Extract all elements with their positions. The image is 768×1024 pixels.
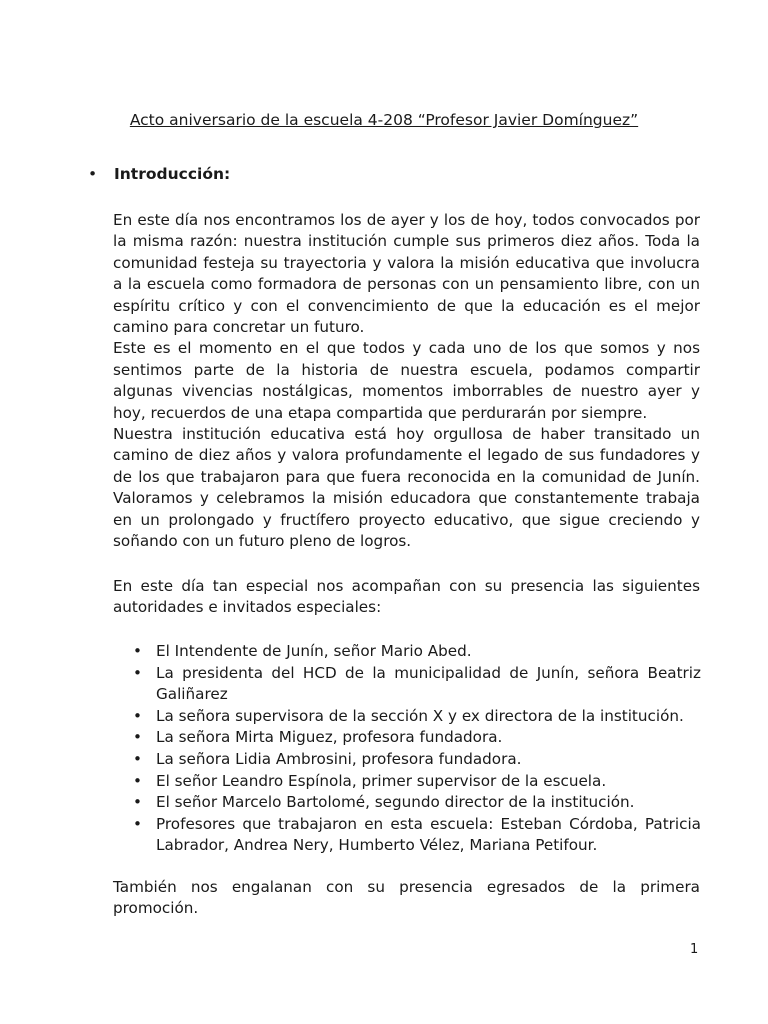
list-item: • El señor Marcelo Bartolomé, segundo director de la institución.: [133, 792, 701, 814]
list-item: • La presidenta del HCD de la municipalidad de Junín, señora Beatriz Galiñarez: [133, 663, 701, 706]
list-item: • La señora Lidia Ambrosini, profesora fundadora.: [133, 749, 701, 771]
closing-paragraph: [113, 877, 700, 920]
intro-paragraph: Este es el momento en el que todos y cada uno de los que somos y nos sentimos parte de la historia de nuestra escuela, podamos compartir algunas vivencias nostálgicas, momentos imborrables de nuestro ayer y hoy, recuerdos de una etapa compartida que perdurarán por siempre.: [113, 339, 700, 422]
intro-paragraph: Nuestra institución educativa está hoy orgullosa de haber transitado un camino de diez años y valora profundamente el legado de sus fundadores y de los que trabajaron para que fuera reconocida en la comunidad de Junín. Valoramos y celebramos la misión educadora que constantemente trabaja en un prolongado y fructífero proyecto educativo, que sigue creciendo y soñando con un futuro pleno de logros.: [113, 425, 700, 551]
list-item: • El señor Leandro Espínola, primer supervisor de la escuela.: [133, 771, 701, 793]
section-heading-label: Introducción:: [114, 165, 231, 183]
authorities-intro-paragraph: [113, 576, 700, 619]
list-item: • El Intendente de Junín, señor Mario Abed.: [133, 641, 701, 663]
section-heading-introduccion: [88, 165, 230, 183]
closing-text: También nos engalanan con su presencia egresados de la primera promoción.: [113, 878, 700, 918]
authorities-intro-text: En este día tan especial nos acompañan con su presencia las siguientes autoridades e invitados especiales:: [113, 577, 700, 617]
list-item: • La señora Mirta Miguez, profesora fundadora.: [133, 727, 701, 749]
list-item: • La señora supervisora de la sección X y ex directora de la institución.: [133, 706, 701, 728]
list-item: • Profesores que trabajaron en esta escuela: Esteban Córdoba, Patricia Labrador, Andrea Nery, Humberto Vélez, Mariana Petifour.: [133, 814, 701, 857]
bullet-icon: •: [88, 165, 98, 183]
document-title: Acto aniversario de la escuela 4-208 “Profesor Javier Domínguez”: [129, 111, 639, 129]
intro-paragraph: En este día nos encontramos los de ayer y los de hoy, todos convocados por la misma razón: nuestra institución cumple sus primeros diez años. Toda la comunidad festeja su trayectoria y valora la misión educativa que involucra a la escuela como formadora de personas con un pensamiento libre, con un espíritu crítico y con el convencimiento de que la educación es el mejor camino para concretar un futuro.: [113, 211, 700, 337]
intro-text: [113, 210, 700, 553]
guest-list: [133, 641, 701, 857]
page-number: 1: [690, 942, 699, 957]
